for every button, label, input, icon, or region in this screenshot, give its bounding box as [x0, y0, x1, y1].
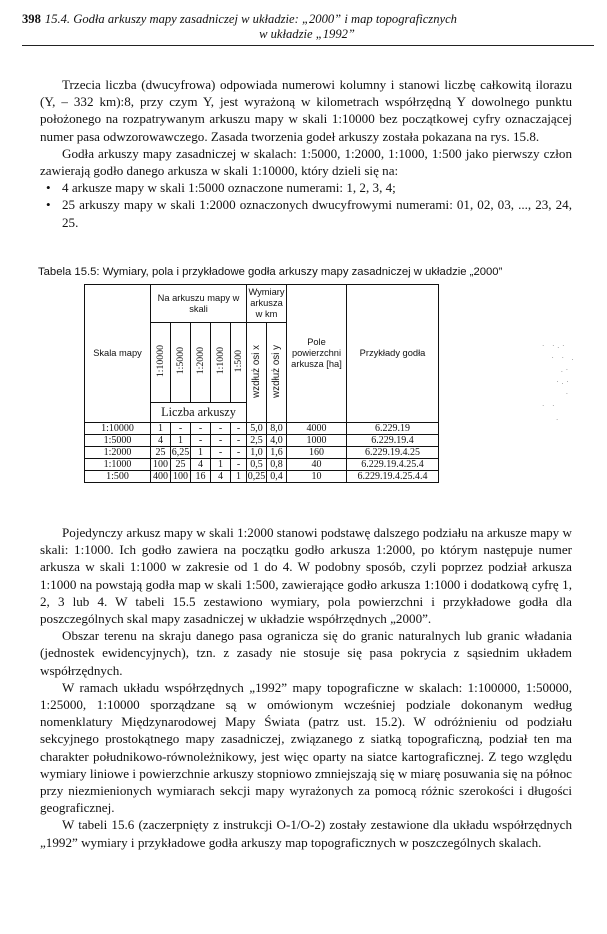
cell-area: 1000: [287, 435, 347, 447]
cell-dim-y: 4,0: [267, 435, 287, 447]
table-body: [85, 423, 439, 483]
header-title-line1: 15.4. Godła arkuszy mapy zasadniczej w układzie: „2000” i map topograficznych: [44, 12, 457, 26]
table-row: [85, 435, 439, 447]
cell-count: 1: [171, 435, 191, 447]
cell-area: 160: [287, 447, 347, 459]
cell-count: 16: [191, 471, 211, 483]
cell-dim-y: 8,0: [267, 423, 287, 435]
cell-scale: 1:500: [85, 471, 151, 483]
cell-count: 1: [191, 447, 211, 459]
cell-count: 1: [231, 471, 247, 483]
paragraph-1: Trzecia liczba (dwucyfrowa) odpowiada numerowi kolumny i stanowi liczbę całkowitą ilorazu (Y, – 332 km):8, przy czym Y, jest wyrażoną w kilometrach współrzędną Y dowolnego punktu położonego na rozpatrywanym arkuszu mapy w skali 1:10000 bez początkowej cyfry oznaczającej numer pasa odwzorowawczego. Zasada tworzenia godeł arkuszy została pokazana na rys. 15.8.: [40, 77, 572, 144]
cell-count: -: [191, 435, 211, 447]
cell-example: 6.229.19.4.25.4: [347, 459, 439, 471]
bullet-text-2: 25 arkuszy mapy w skali 1:2000 oznaczonych dwucyfrowymi numerami: 01, 02, 03, ..., 23, 24, 25.: [62, 197, 572, 230]
header-example: Przykłady godła: [347, 285, 439, 423]
subheader-scale-500: 1:500: [231, 323, 247, 403]
cell-count: -: [231, 459, 247, 471]
header-rule: [22, 45, 594, 46]
cell-example: 6.229.19.4.25: [347, 447, 439, 459]
header-dims-group: Wymiary arkusza w km: [247, 285, 287, 323]
cell-area: 10: [287, 471, 347, 483]
paragraph-2: Godła arkuszy mapy zasadniczej w skalach: 1:5000, 1:2000, 1:1000, 1:500 jako pierwszy człon zawierają godło danego arkusza w skali 1:10000, który dzieli się na:: [40, 145, 572, 179]
page-number: 398: [22, 12, 41, 26]
subheader-scale-10000: 1:10000: [151, 323, 171, 403]
cell-count: 6,25: [171, 447, 190, 458]
bullet-item-2: • 25 arkuszy mapy w skali 1:2000 oznaczonych dwucyfrowymi numerami: 01, 02, 03, ..., 23, 24, 25.: [46, 197, 572, 230]
bullet-item-1: • 4 arkusze mapy w skali 1:5000 oznaczone numerami: 1, 2, 3, 4;: [46, 180, 396, 196]
cell-dim-x: 5,0: [247, 423, 267, 435]
data-table: [84, 284, 439, 483]
cell-scale: 1:2000: [85, 447, 151, 459]
cell-count: 100: [151, 459, 171, 471]
bullet-text-1: 4 arkusze mapy w skali 1:5000 oznaczone numerami: 1, 2, 3, 4;: [62, 180, 396, 196]
paragraph-6: W tabeli 15.6 (zaczerpnięty z instrukcji O-1/O-2) zostały zestawione dla układu współrzędnych „1992” wymiary i przykładowe godła arkuszy map topograficznych w poszczególnych skalach.: [40, 817, 572, 850]
paragraph-5: W ramach układu współrzędnych „1992” mapy topograficzne w skalach: 1:100000, 1:50000, 1:25000, 1:10000 sporządzane są w omówionym wcześniej podziale dokonanym według nomenklatury Międzynarodowej Mapy Świata (patrz ust. 15.2). W odróżnieniu od podziału sekcyjnego prostokątnego mapy zasadniczej, związanego z siatką topograficzną, podział ten ma charakter południkowo-równoleżnikowy, jest więc oparty na siatce kartograficznej. Z tego względu wymiary liniowe i powierzchnie arkuszy stopniowo zmniejszają się w miarę posuwania się na północ przy niezmienionych wymiarach sekcji mapy wyrażonych za pomocą różnic szerokości i długości geograficznej.: [40, 679, 572, 816]
cell-count: 1: [211, 459, 231, 471]
subheader-scale-5000: 1:5000: [171, 323, 191, 403]
text-block-top: [40, 76, 572, 231]
table-row: [85, 447, 439, 459]
cell-count: 4: [211, 471, 231, 483]
cell-area: 4000: [287, 423, 347, 435]
cell-area: 40: [287, 459, 347, 471]
cell-example: 6.229.19.4: [347, 435, 439, 447]
header-title-line2: w układzie „1992”: [259, 27, 355, 41]
subheader-axis-x: wzdłuż osi x: [247, 323, 267, 423]
paragraph-3: Pojedynczy arkusz mapy w skali 1:2000 stanowi podstawę dalszego podziału na arkusze mapy w skali: 1:1000. Ich godło zawiera na początku godło arkusza 1:2000, po którym następuje numer arkusza w skali 1:1000 w zakresie od 1 do 4. W podobny sposób, czyli poprzez podział arkusza 1:1000 na powstają godła map w skali 1:500, zawierające godło arkusza 1:1000 i dodatkową cyfrę 1, 2, 3 lub 4. W tabeli 15.5 zestawiono wymiary, pola powierzchni i przykładowe godła dla poszczególnych skal mapy zasadniczej w układzie współrzędnych „2000”.: [40, 525, 572, 627]
cell-dim-y: 1,6: [267, 447, 287, 459]
cell-count: 4: [151, 435, 171, 447]
cell-count: -: [211, 423, 231, 435]
cell-count: -: [231, 447, 247, 459]
cell-count: 4: [191, 459, 211, 471]
cell-count: -: [191, 423, 211, 435]
header-scale: Skala mapy: [85, 285, 151, 423]
cell-count: 25: [151, 447, 171, 459]
table-row: [85, 423, 439, 435]
table-row: [85, 471, 439, 483]
cell-count: 25: [171, 459, 191, 471]
paragraph-4: Obszar terenu na skraju danego pasa ogranicza się do granic naturalnych lub granic władania (jednostek ewidencyjnych), tzn. z zasady nie stosuje się pasa pokrycia z sąsiednim układem współrzędnych.: [40, 628, 572, 678]
subheader-axis-y: wzdłuż osi y: [267, 323, 287, 423]
cell-example: 6.229.19.4.25.4.4: [347, 471, 439, 483]
cell-dim-x: 2,5: [247, 435, 267, 447]
cell-count: -: [211, 435, 231, 447]
cell-scale: 1:1000: [85, 459, 151, 471]
scan-artifacts: · ·.· · · . .· ·.· · · · .: [542, 342, 577, 422]
table-caption: Tabela 15.5: Wymiary, pola i przykładowe godła arkuszy mapy zasadniczej w układzie „2000”: [38, 266, 503, 278]
cell-count: 400: [151, 471, 171, 483]
header-sheets-group: Na arkuszu mapy w skali: [151, 285, 247, 323]
cell-count: -: [231, 423, 247, 435]
cell-dim-y: 0,4: [267, 471, 287, 483]
cell-scale: 1:5000: [85, 435, 151, 447]
cell-count: -: [211, 447, 231, 459]
cell-count: 1: [151, 423, 171, 435]
cell-dim-x: 1,0: [247, 447, 267, 459]
cell-dim-y: 0,8: [267, 459, 287, 471]
cell-count: 100: [171, 471, 191, 483]
cell-example: 6.229.19: [347, 423, 439, 435]
text-block-bottom: [40, 524, 572, 851]
cell-count: -: [171, 423, 191, 435]
header-area: Pole powierzchni arkusza [ha]: [287, 285, 347, 423]
table-row: [85, 459, 439, 471]
cell-scale: 1:10000: [85, 423, 151, 435]
subheader-scale-1000: 1:1000: [211, 323, 231, 403]
cell-dim-x: 0,25: [247, 471, 266, 482]
subheader-scale-2000: 1:2000: [191, 323, 211, 403]
cell-count: -: [231, 435, 247, 447]
header-count-label: Liczba arkuszy: [151, 403, 247, 423]
cell-dim-x: 0,5: [247, 459, 267, 471]
running-header: [22, 12, 592, 42]
